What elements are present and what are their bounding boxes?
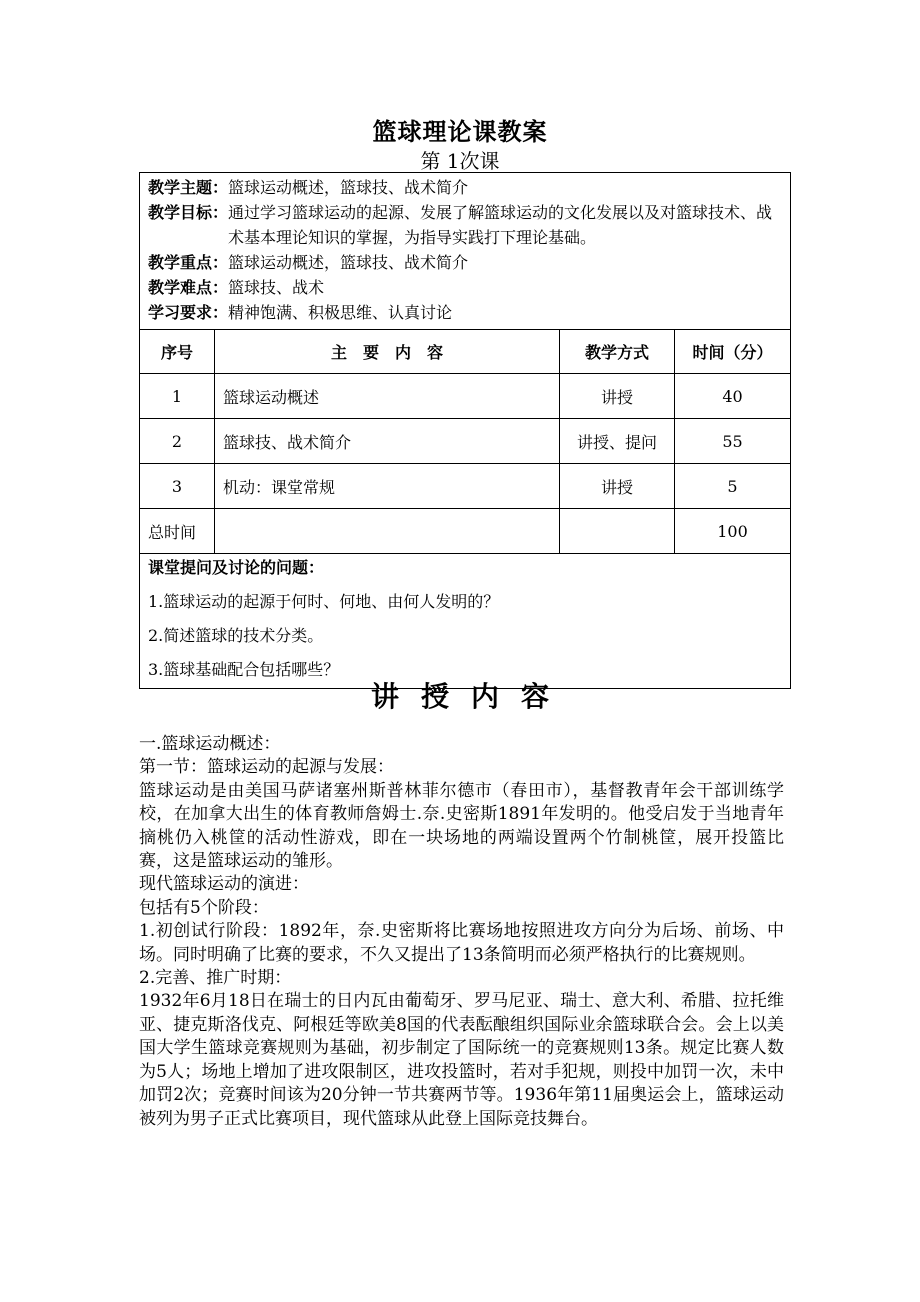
table-row xyxy=(140,464,791,509)
paragraph: 一.篮球运动概述： xyxy=(139,734,281,754)
empty-cell xyxy=(560,509,675,554)
info-label: 教学目标： xyxy=(148,203,229,222)
lecture-section-title: 讲授内容 xyxy=(370,680,571,713)
paragraph: 包括有5个阶段： xyxy=(139,897,269,918)
paragraph: 现代篮球运动的演进： xyxy=(139,874,309,895)
info-label: 教学主题： xyxy=(148,178,229,197)
row-content: 篮球运动概述 xyxy=(215,374,560,419)
info-label: 教学重点： xyxy=(148,253,229,272)
info-value: 精神饱满、积极思维、认真讨论 xyxy=(228,303,453,322)
row-number: 3 xyxy=(140,464,215,509)
questions-title: 课堂提问及讨论的问题： xyxy=(148,558,325,577)
info-label: 教学难点： xyxy=(148,278,229,297)
paragraph: 1.初创试行阶段：1892年，奈.史密斯将比赛场地按照进攻方向分为后场、前场、中场。同时明确了比赛的要求，不久又提出了13条简明而必须严格执行的比赛规则。 xyxy=(139,921,784,965)
row-time: 5 xyxy=(675,464,791,509)
total-row xyxy=(140,509,791,554)
table-header-row xyxy=(140,330,791,374)
row-method: 讲授 xyxy=(560,464,675,509)
document-title: 篮球理论课教案 xyxy=(372,117,548,146)
info-value: 篮球技、战术 xyxy=(228,278,325,297)
row-number: 2 xyxy=(140,419,215,464)
column-header: 时间（分） xyxy=(675,330,791,374)
info-row-objective xyxy=(148,200,782,250)
paragraph: 1932年6月18日在瑞士的日内瓦由葡萄牙、罗马尼亚、瑞士、意大利、希腊、拉托维亚、捷克斯洛伐克、阿根廷等欧美8国的代表酝酿组织国际业余篮球联合会。会上以美国大学生篮球竞赛规则为基础，初步制定了国际统一的竞赛规则13条。规定比赛人数为5人；场地上增加了进攻限制区，进攻投篮时，若对手犯规，则投中加罚一次，未中加罚2次；竞赛时间该为20分钟一节共赛两节等。1936年第11届奥运会上，篮球运动被列为男子正式比赛项目，现代篮球从此登上国际竞技舞台。 xyxy=(139,991,784,1129)
lesson-number: 第 1次课 xyxy=(420,149,500,173)
column-header: 主 要 内 容 xyxy=(215,330,560,374)
paragraph: 篮球运动是由美国马萨诸塞州斯普林菲尔德市（春田市），基督教青年会干部训练学校，在加拿大出生的体育教师詹姆士.奈.史密斯1891年发明的。他受启发于当地青年摘桃仍入桃筐的活动性游戏，即在一块场地的两端设置两个竹制桃筐，展开投篮比赛，这是篮球运动的雏形。 xyxy=(139,780,784,872)
question-item: 1.篮球运动的起源于何时、何地、由何人发明的？ xyxy=(148,592,500,611)
info-row-requirements xyxy=(148,300,782,325)
column-header: 教学方式 xyxy=(560,330,675,374)
row-method: 讲授、提问 xyxy=(560,419,675,464)
column-header: 序号 xyxy=(140,330,215,374)
info-value: 篮球运动概述，篮球技、战术简介 xyxy=(228,253,469,272)
question-item: 2.简述篮球的技术分类。 xyxy=(148,626,324,645)
info-label: 学习要求： xyxy=(148,303,229,322)
question-item: 3.篮球基础配合包括哪些？ xyxy=(148,660,340,679)
row-content: 篮球技、战术简介 xyxy=(215,419,560,464)
total-time: 100 xyxy=(675,509,791,554)
row-time: 55 xyxy=(675,419,791,464)
lesson-info-block xyxy=(140,173,791,330)
row-number: 1 xyxy=(140,374,215,419)
row-method: 讲授 xyxy=(560,374,675,419)
row-content: 机动：课堂常规 xyxy=(215,464,560,509)
questions-block xyxy=(140,554,791,689)
info-value: 篮球运动概述，篮球技、战术简介 xyxy=(228,178,469,197)
lesson-plan-table xyxy=(139,172,791,689)
empty-cell xyxy=(215,509,560,554)
info-row-topic xyxy=(148,175,782,200)
table-row xyxy=(140,419,791,464)
info-row-difficulty xyxy=(148,275,782,300)
lecture-body xyxy=(139,733,784,1131)
row-time: 40 xyxy=(675,374,791,419)
table-row xyxy=(140,374,791,419)
paragraph: 第一节：篮球运动的起源与发展： xyxy=(139,757,394,778)
paragraph: 2.完善、推广时期： xyxy=(139,968,292,989)
total-label: 总时间 xyxy=(140,509,215,554)
info-value: 通过学习篮球运动的起源、发展了解篮球运动的文化发展以及对篮球技术、战术基本理论知识的掌握，为指导实践打下理论基础。 xyxy=(228,203,773,247)
info-row-key-point xyxy=(148,250,782,275)
